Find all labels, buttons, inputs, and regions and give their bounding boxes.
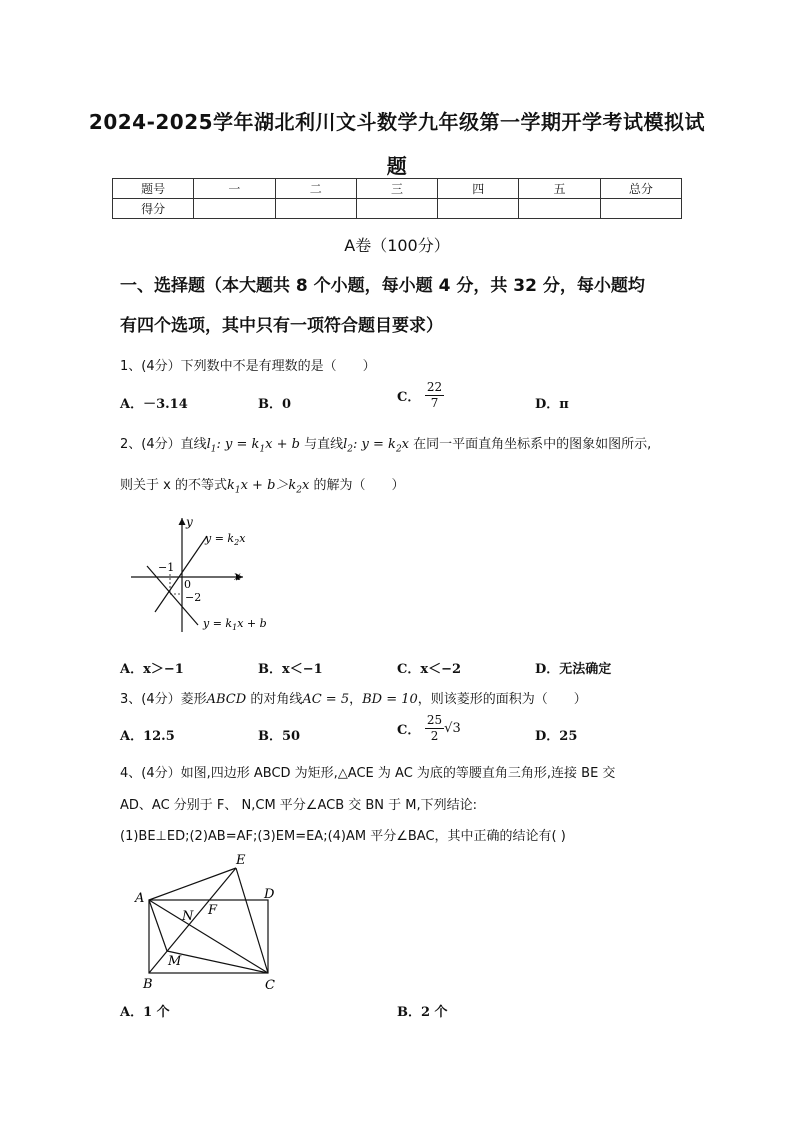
x-axis-label: x	[234, 569, 241, 583]
section-heading-line1: 一、选择题（本大题共 8 个小题，每小题 4 分，共 32 分，每小题均	[120, 276, 645, 296]
math-sub: 2	[347, 444, 354, 455]
option-label: C．	[397, 723, 421, 738]
y-axis-label: y	[186, 515, 193, 529]
question-4-geometry-figure	[130, 848, 290, 993]
question-1-option-a[interactable]: A．－3.14	[120, 397, 188, 412]
point-label-c: C	[265, 978, 275, 993]
question-2-option-a[interactable]: A．x＞−1	[120, 662, 184, 677]
radical: √3	[444, 721, 461, 736]
question-3-option-d[interactable]: D．25	[535, 729, 578, 744]
fraction	[425, 380, 444, 411]
math: : y = k	[216, 437, 260, 452]
math-sub: 1	[259, 444, 266, 455]
question-4-stem-line2: AD、AC 分别于 F、 N,CM 平分∠ACB 交 BN 于 M,下列结论:	[120, 798, 478, 813]
text: 的对角线	[246, 692, 303, 707]
text: 与直线	[299, 437, 344, 452]
question-3-option-c[interactable]	[397, 713, 461, 744]
question-2-option-c[interactable]: C．x＜−2	[397, 662, 462, 677]
tick-label-x: −1	[158, 561, 175, 574]
text: 2、(4分）直线	[120, 437, 207, 452]
text: ，	[349, 692, 363, 707]
math-sub: 1	[234, 485, 241, 496]
score-table-header: 题号	[113, 179, 194, 199]
score-cell[interactable]	[194, 199, 275, 219]
score-table-header: 二	[275, 179, 356, 199]
math: x	[401, 437, 410, 452]
text: 则关于 x 的不等式	[120, 478, 227, 493]
math: AC = 5	[302, 692, 350, 707]
section-heading-line2: 有四个选项，其中只有一项符合题目要求）	[120, 316, 443, 336]
point-label-e: E	[236, 853, 246, 868]
question-1-option-d[interactable]: D．π	[535, 397, 569, 412]
score-table-header: 一	[194, 179, 275, 199]
math: : y = k	[353, 437, 396, 452]
question-1-option-c[interactable]	[397, 380, 444, 411]
score-table-header-row	[113, 179, 682, 199]
math-var: l	[343, 437, 348, 452]
math-sub: 1	[210, 444, 217, 455]
document-title-line2: 题	[386, 154, 408, 178]
score-table-score-row	[113, 199, 682, 219]
question-1-stem: 1、(4分）下列数中不是有理数的是（ ）	[120, 359, 376, 374]
score-cell[interactable]	[275, 199, 356, 219]
line-k2x-label: $y = k_2x$	[205, 532, 246, 547]
fraction-numerator: 22	[426, 380, 443, 394]
question-2-coordinate-figure	[125, 512, 275, 637]
point-label-f: F	[208, 903, 218, 918]
score-cell[interactable]	[519, 199, 600, 219]
score-table-header: 三	[356, 179, 437, 199]
question-2-option-b[interactable]: B．x＜−1	[258, 662, 323, 677]
question-4-option-b[interactable]: B．2 个	[397, 1005, 448, 1020]
point-label-m: M	[168, 954, 182, 969]
math: BD = 10	[362, 692, 418, 707]
math: x + b＞k	[240, 478, 297, 493]
math: k	[226, 478, 235, 493]
math-sub: 2	[296, 485, 303, 496]
text: 的解为（ ）	[309, 478, 405, 493]
point-label-b: B	[143, 977, 153, 992]
segment-cm	[167, 951, 268, 973]
score-row-label: 得分	[113, 199, 194, 219]
paper-part-heading: A卷（100分）	[344, 236, 450, 255]
question-4-stem-line1: 4、(4分）如图,四边形 ABCD 为矩形,△ACE 为 AC 为底的等腰直角三角形,连接 BE 交	[120, 766, 616, 781]
question-3-stem	[120, 688, 690, 707]
tick-label-y: −2	[185, 591, 202, 604]
segment-ec	[236, 868, 268, 973]
text: 在同一平面直角坐标系中的图象如图所示,	[409, 437, 652, 452]
score-cell[interactable]	[356, 199, 437, 219]
math: ABCD	[206, 692, 247, 707]
fraction-denominator: 2	[430, 729, 439, 743]
fraction-numerator: 25	[426, 713, 443, 727]
fraction-denominator: 7	[430, 396, 439, 410]
score-cell[interactable]	[438, 199, 519, 219]
document-title-line1: 2024-2025学年湖北利川文斗数学九年级第一学期开学考试模拟试	[88, 110, 706, 134]
score-table-header: 四	[438, 179, 519, 199]
question-3-option-b[interactable]: B．50	[258, 729, 301, 744]
math-var: l	[206, 437, 211, 452]
math-sub: 2	[395, 444, 402, 455]
line-k1x-plus-b-label: $y = k_1x + b$	[203, 617, 267, 632]
score-table-header: 五	[519, 179, 600, 199]
text: ，则该菱形的面积为（ ）	[417, 692, 587, 707]
segment-am	[149, 900, 167, 951]
fraction	[425, 713, 444, 744]
point-label-n: N	[182, 909, 194, 924]
question-4-option-a[interactable]: A．1 个	[120, 1005, 170, 1020]
question-3-option-a[interactable]: A．12.5	[120, 729, 175, 744]
text: 3、(4分）菱形	[120, 692, 207, 707]
math: x + b	[265, 437, 300, 452]
math: x	[302, 478, 310, 493]
option-label: C．	[397, 390, 421, 405]
question-2-stem-line2	[120, 474, 690, 496]
score-cell[interactable]	[600, 199, 681, 219]
question-4-stem-line3: (1)BE⊥ED;(2)AB=AF;(3)EM=EA;(4)AM 平分∠BAC，其中正确的结论有( )	[120, 829, 566, 844]
point-label-d: D	[264, 887, 275, 902]
score-table	[112, 178, 682, 219]
point-label-a: A	[135, 891, 145, 906]
question-2-option-d[interactable]: D．无法确定	[535, 662, 612, 677]
question-2-stem-line1	[120, 433, 690, 455]
origin-label: 0	[184, 578, 191, 591]
score-table-header: 总分	[600, 179, 681, 199]
question-1-option-b[interactable]: B．0	[258, 397, 292, 412]
